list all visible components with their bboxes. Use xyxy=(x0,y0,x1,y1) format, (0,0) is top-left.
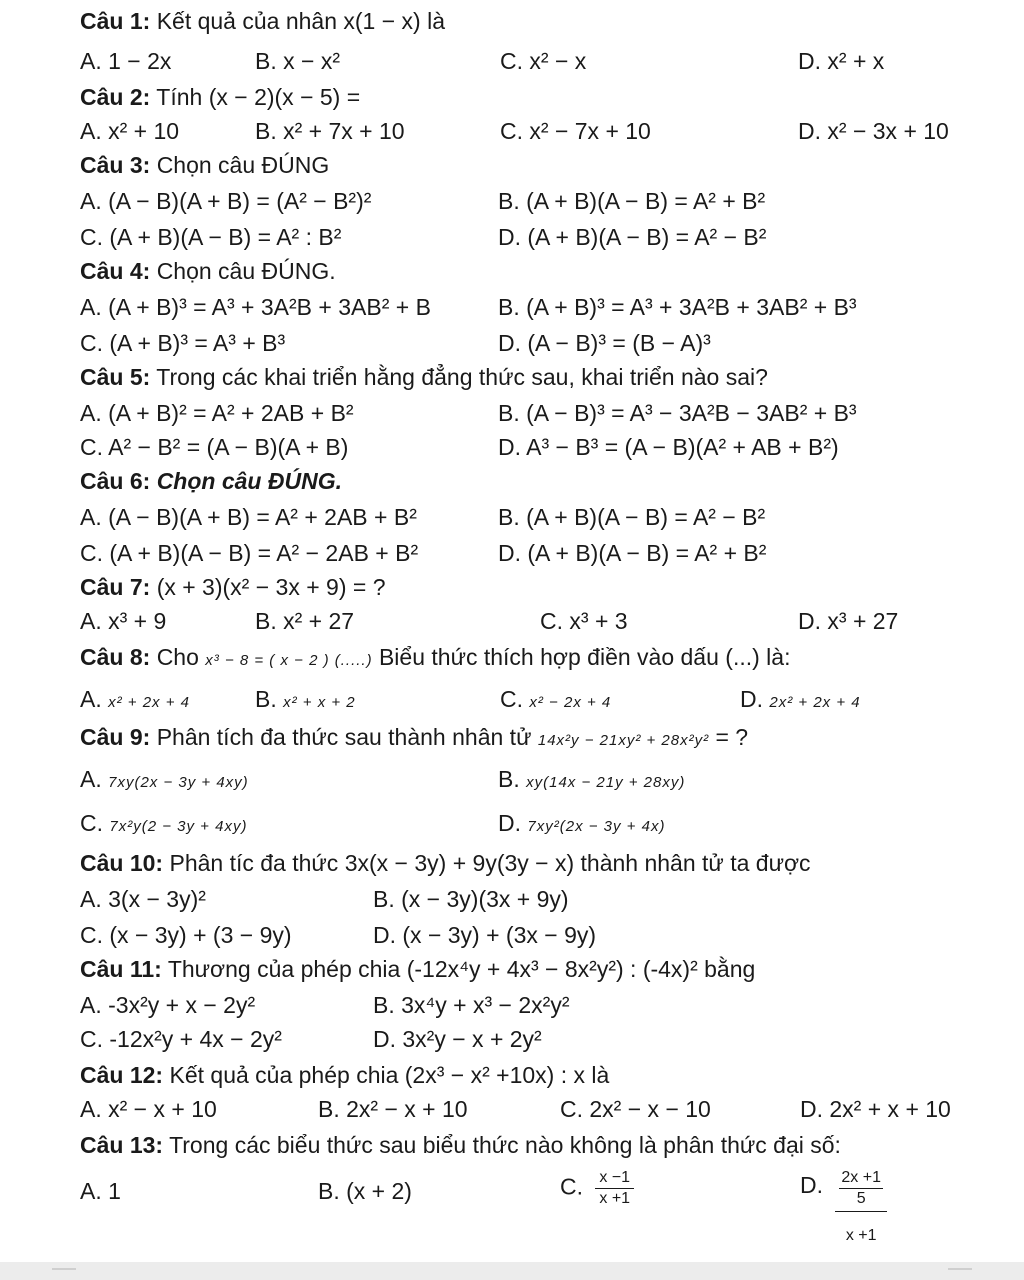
answer-c: C. x³ + 3 xyxy=(540,608,628,634)
answer-c: C. x² − x xyxy=(500,48,587,74)
answer-b: B. (A + B)(A − B) = A² + B² xyxy=(498,188,766,214)
question-label: Câu 8: xyxy=(80,644,151,670)
answers-4-cd xyxy=(0,326,1024,360)
question-8 xyxy=(0,640,1024,674)
fraction-denominator: x +1 xyxy=(599,1190,631,1207)
answers-5-ab xyxy=(0,396,1024,430)
question-text: Thương của phép chia (-12x⁴y + 4x³ − 8x²y²) : (-4x)² bằng xyxy=(167,956,756,982)
answer-c: C. (A + B)(A − B) = A² : B² xyxy=(80,224,342,250)
answer-c: C. 7x²y(2 − 3y + 4xy) xyxy=(80,810,248,836)
question-7 xyxy=(0,570,1024,604)
question-text: Kết quả của phép chia (2x³ − x² +10x) : x là xyxy=(169,1062,610,1088)
answer-d: D. x² + x xyxy=(798,48,885,74)
question-label: Câu 12: xyxy=(80,1062,164,1088)
question-label: Câu 10: xyxy=(80,850,164,876)
answers-9-ab xyxy=(0,762,1024,796)
answers-5-cd xyxy=(0,430,1024,464)
answer-c: C. (x − 3y) + (3 − 9y) xyxy=(80,922,292,948)
answer-d: D. (A − B)³ = (B − A)³ xyxy=(498,330,711,356)
answer-c: C. $\frac{x -1}{x +1}$ xyxy=(560,1168,634,1209)
answer-c: C. (A + B)(A − B) = A² − 2AB + B² xyxy=(80,540,419,566)
question-text: Chọn câu ĐÚNG xyxy=(156,152,330,178)
answer-a: A. 3(x − 3y)² xyxy=(80,886,206,912)
question-label: Câu 6: xyxy=(80,468,151,494)
answer-a: A. 1 − 2x xyxy=(80,48,172,74)
answer-c: C. x² − 7x + 10 xyxy=(500,118,651,144)
answer-b: B. (x + 2) xyxy=(318,1178,412,1204)
answer-d: D. A³ − B³ = (A − B)(A² + AB + B²) xyxy=(498,434,839,460)
answer-d: D. 2x² + x + 10 xyxy=(800,1096,951,1122)
answers-12 xyxy=(0,1092,1024,1126)
answer-b: B. 2x² − x + 10 xyxy=(318,1096,468,1122)
question-text: Trong các khai triển hằng đẳng thức sau, khai triển nào sai? xyxy=(156,364,768,390)
fraction-numerator: x −1 xyxy=(595,1168,634,1189)
fraction xyxy=(595,1168,634,1209)
answers-7 xyxy=(0,604,1024,638)
question-label: Câu 11: xyxy=(80,956,162,982)
answer-d: D. 2x² + 2x + 4 xyxy=(740,686,861,712)
answers-6-ab xyxy=(0,500,1024,534)
question-label: Câu 5: xyxy=(80,364,151,390)
compound-fraction xyxy=(835,1168,887,1246)
edge-mark xyxy=(948,1268,972,1270)
answer-a: A. 7xy(2x − 3y + 4xy) xyxy=(80,766,249,792)
question-text: Chọn câu ĐÚNG. xyxy=(156,258,336,284)
question-text-post: Biểu thức thích hợp điền vào dấu (...) là: xyxy=(378,644,791,670)
answer-a: A. x² + 2x + 4 xyxy=(80,686,190,712)
answer-d: D. (A + B)(A − B) = A² + B² xyxy=(498,540,767,566)
answer-d: D. x² − 3x + 10 xyxy=(798,118,949,144)
question-5 xyxy=(0,360,1024,394)
question-text-post: = ? xyxy=(715,724,749,750)
answers-3-cd xyxy=(0,220,1024,254)
answers-13 xyxy=(0,1169,1024,1254)
answer-b: B. (A − B)³ = A³ − 3A²B − 3AB² + B³ xyxy=(498,400,857,426)
answers-3-ab xyxy=(0,184,1024,218)
question-text: Tính (x − 2)(x − 5) = xyxy=(156,84,361,110)
fraction-numerator: 2x +1 xyxy=(839,1168,883,1189)
question-text: Trong các biểu thức sau biểu thức nào không là phân thức đại số: xyxy=(169,1132,841,1158)
question-label: Câu 9: xyxy=(80,724,151,750)
answers-4-ab xyxy=(0,290,1024,324)
question-text: Phân tíc đa thức 3x(x − 3y) + 9y(3y − x) thành nhân tử ta được xyxy=(169,850,811,876)
answer-b: B. 3x⁴y + x³ − 2x²y² xyxy=(373,992,570,1018)
question-3 xyxy=(0,148,1024,182)
answers-11-ab xyxy=(0,988,1024,1022)
answer-b: B. (x − 3y)(3x + 9y) xyxy=(373,886,569,912)
question-label: Câu 2: xyxy=(80,84,151,110)
answer-a: A. (A + B)² = A² + 2AB + B² xyxy=(80,400,354,426)
question-1 xyxy=(0,4,1024,38)
answer-a: A. -3x²y + x − 2y² xyxy=(80,992,256,1018)
question-9 xyxy=(0,720,1024,754)
answer-a: A. x² + 10 xyxy=(80,118,180,144)
question-6 xyxy=(0,464,1024,498)
answer-c: C. (A + B)³ = A³ + B³ xyxy=(80,330,286,356)
answer-b: B. x² + 7x + 10 xyxy=(255,118,405,144)
question-4 xyxy=(0,254,1024,288)
fraction-denominator: x +1 xyxy=(845,1227,877,1244)
page-bottom-edge xyxy=(0,1262,1024,1280)
answer-c: C. x² − 2x + 4 xyxy=(500,686,612,712)
question-text-pre: Cho xyxy=(156,644,199,670)
answers-10-cd xyxy=(0,918,1024,952)
answer-b: B. x² + x + 2 xyxy=(255,686,356,712)
answers-11-cd xyxy=(0,1022,1024,1056)
edge-mark xyxy=(52,1268,76,1270)
answer-a: A. (A + B)³ = A³ + 3A²B + 3AB² + B xyxy=(80,294,431,320)
question-11 xyxy=(0,952,1024,986)
question-text: Chọn câu ĐÚNG. xyxy=(156,468,342,494)
answer-a: A. 1 xyxy=(80,1178,121,1204)
question-12 xyxy=(0,1058,1024,1092)
question-label: Câu 7: xyxy=(80,574,151,600)
answer-b: B. (A + B)(A − B) = A² − B² xyxy=(498,504,766,530)
answers-1 xyxy=(0,44,1024,78)
answer-c: C. 2x² − x − 10 xyxy=(560,1096,711,1122)
question-13 xyxy=(0,1128,1024,1162)
answer-d: D. $\frac{\frac{2x +1}{5}}{x +1}$ xyxy=(800,1168,887,1246)
question-2 xyxy=(0,80,1024,114)
answer-a: A. x² − x + 10 xyxy=(80,1096,217,1122)
question-label: Câu 13: xyxy=(80,1132,164,1158)
answer-b: B. xy(14x − 21y + 28xy) xyxy=(498,766,686,792)
question-10 xyxy=(0,846,1024,880)
answers-6-cd xyxy=(0,536,1024,570)
answers-10-ab xyxy=(0,882,1024,916)
answers-9-cd xyxy=(0,806,1024,840)
answer-a: A. (A − B)(A + B) = A² + 2AB + B² xyxy=(80,504,417,530)
answer-c: C. A² − B² = (A − B)(A + B) xyxy=(80,434,349,460)
question-label: Câu 4: xyxy=(80,258,151,284)
answer-a: A. x³ + 9 xyxy=(80,608,167,634)
question-formula: 14x²y − 21xy² + 28x²y² xyxy=(537,732,710,749)
question-text: Kết quả của nhân x(1 − x) là xyxy=(156,8,446,34)
question-label: Câu 1: xyxy=(80,8,151,34)
answer-c: C. -12x²y + 4x − 2y² xyxy=(80,1026,282,1052)
fraction-inner-denominator: 5 xyxy=(856,1190,866,1207)
answers-8 xyxy=(0,682,1024,716)
question-formula: x³ − 8 = ( x − 2 ) (.....) xyxy=(205,652,373,669)
question-text: (x + 3)(x² − 3x + 9) = ? xyxy=(156,574,386,600)
answer-d: D. (A + B)(A − B) = A² − B² xyxy=(498,224,767,250)
answer-b: B. x − x² xyxy=(255,48,340,74)
answer-d: D. (x − 3y) + (3x − 9y) xyxy=(373,922,597,948)
answer-b: B. x² + 27 xyxy=(255,608,355,634)
answer-d: D. x³ + 27 xyxy=(798,608,899,634)
question-text-pre: Phân tích đa thức sau thành nhân tử xyxy=(156,724,532,750)
answer-a: A. (A − B)(A + B) = (A² − B²)² xyxy=(80,188,372,214)
answer-d: D. 3x²y − x + 2y² xyxy=(373,1026,542,1052)
question-label: Câu 3: xyxy=(80,152,151,178)
answer-b: B. (A + B)³ = A³ + 3A²B + 3AB² + B³ xyxy=(498,294,857,320)
answers-2 xyxy=(0,114,1024,148)
answer-d: D. 7xy²(2x − 3y + 4x) xyxy=(498,810,666,836)
